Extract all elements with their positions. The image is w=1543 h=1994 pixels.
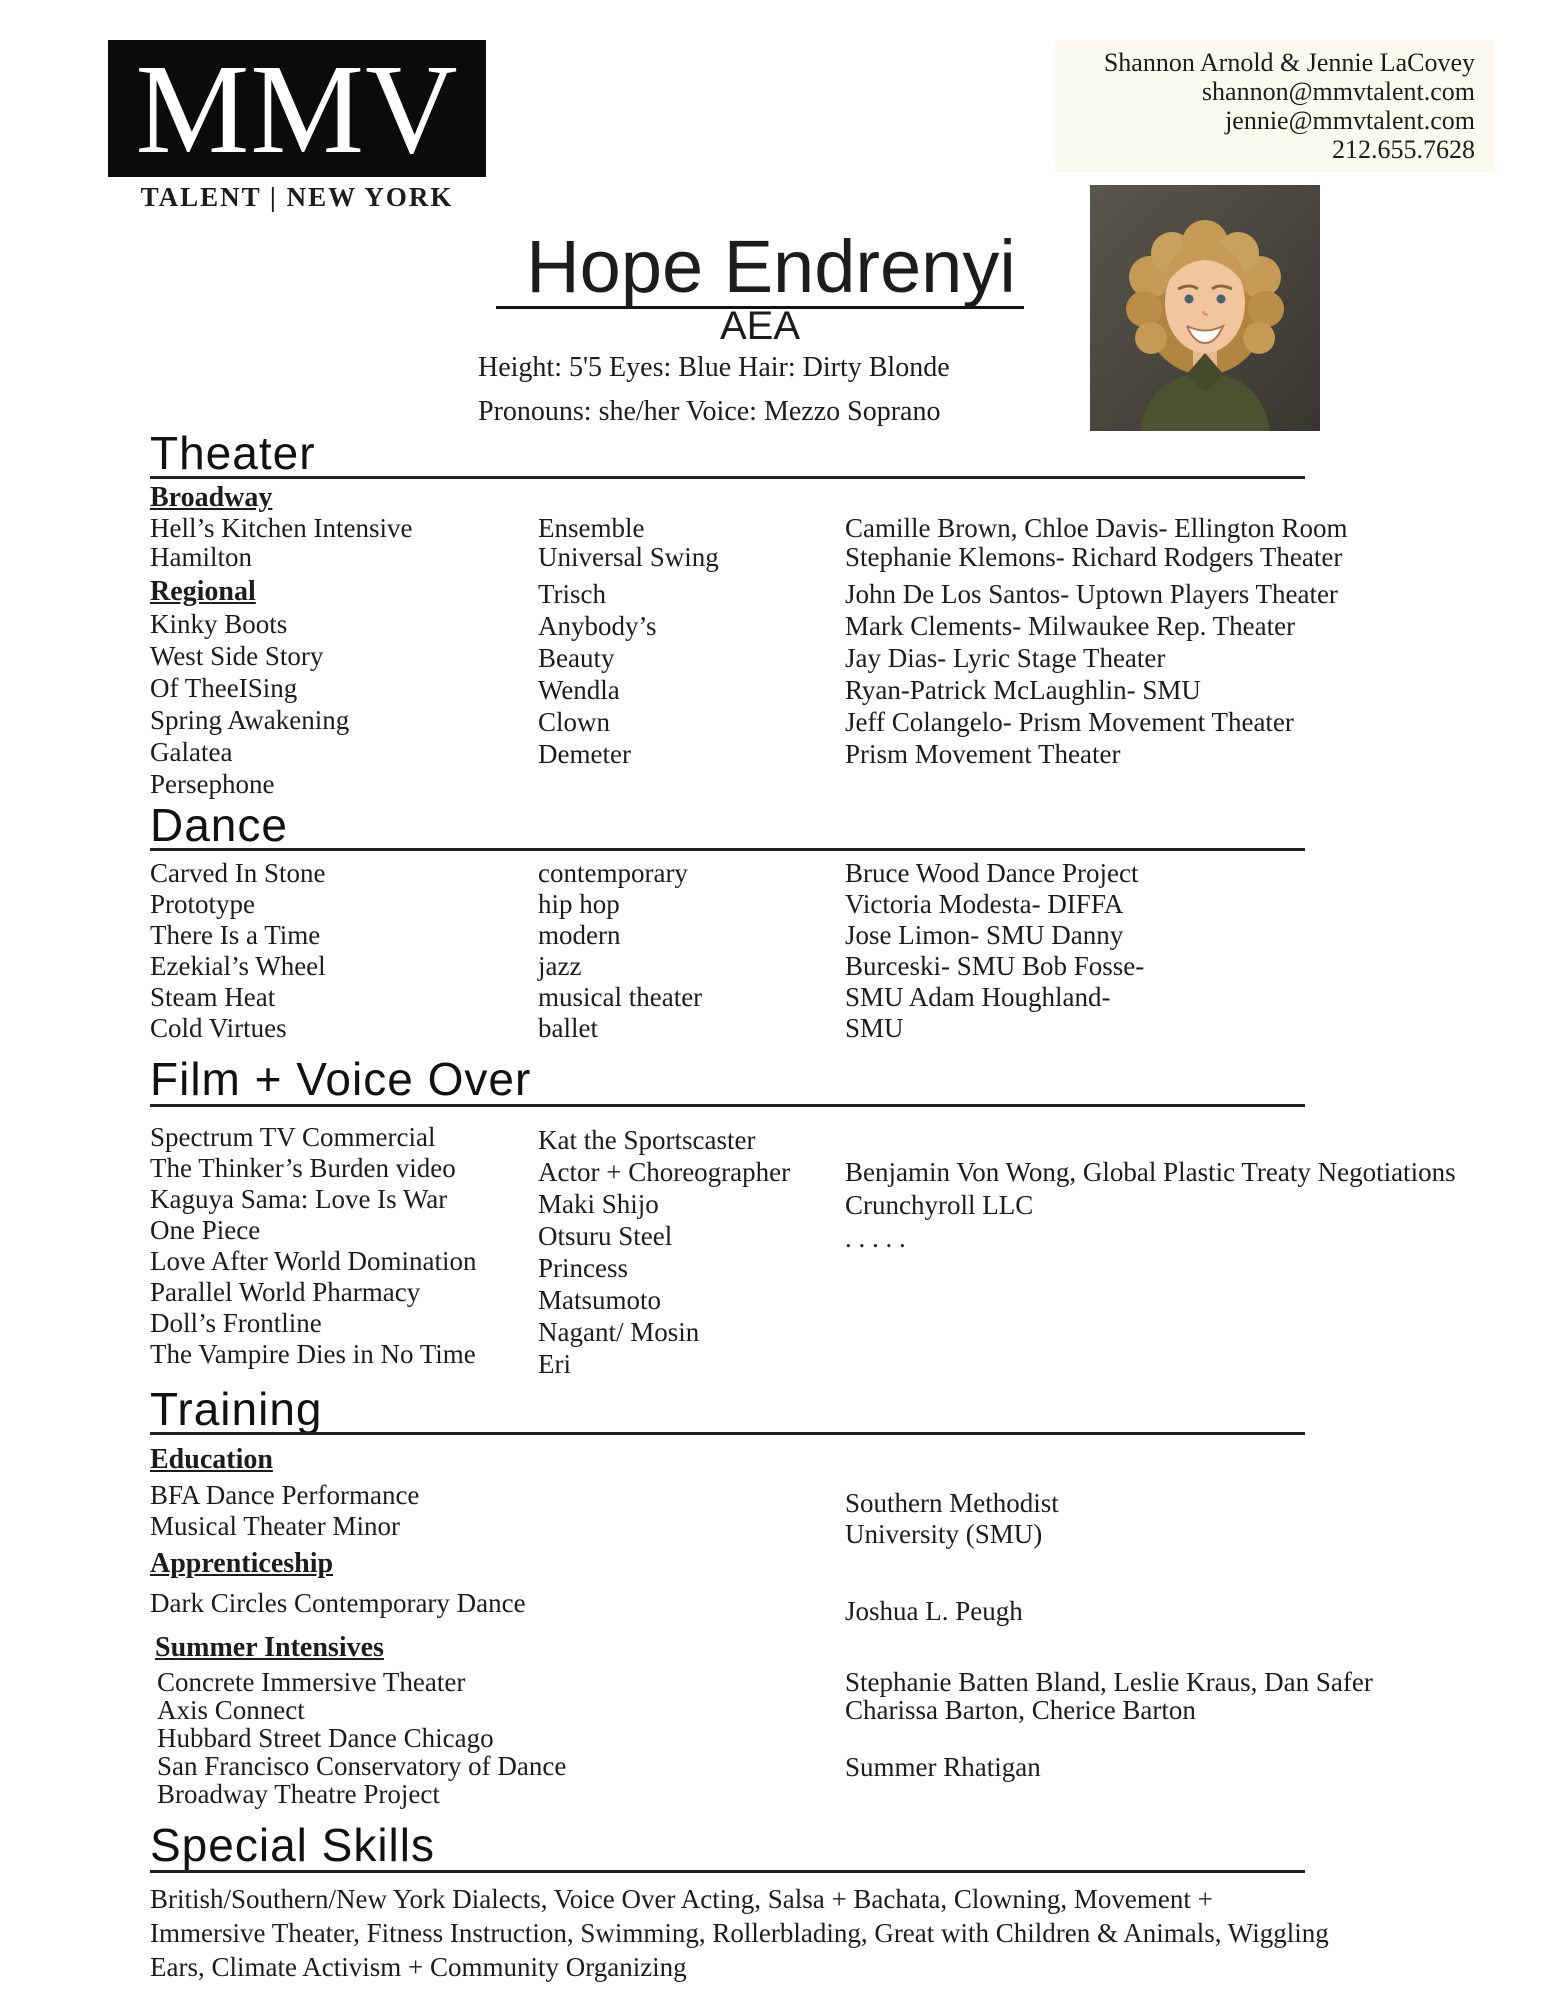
film-title: The Thinker’s Burden video — [150, 1153, 456, 1183]
credit-line: SMU Adam Houghland- — [845, 982, 1111, 1012]
education-items-column — [150, 1480, 419, 1542]
training-education-label: Education — [150, 1444, 273, 1475]
summer-item: Concrete Immersive Theater — [157, 1667, 466, 1697]
show-title: Kinky Boots — [150, 609, 288, 639]
film-title: The Vampire Dies in No Time — [150, 1339, 476, 1369]
dance-rule — [150, 848, 1305, 851]
broadway-credits-column — [845, 514, 1347, 572]
agency-tagline: TALENT | NEW YORK — [140, 182, 454, 212]
role-name: Anybody’s — [538, 611, 657, 641]
special-skills-text: British/Southern/New York Dialects, Voice Over Acting, Salsa + Bachata, Clowning, Movement + Immersive Theater, Fitness Instruction, Swimming, Rollerblading, Great with Children & Animals, Wiggling Ears, Climate Activism + Community Organizing — [150, 1884, 1329, 1982]
dance-style: hip hop — [538, 889, 620, 919]
apprenticeship-item: Dark Circles Contemporary Dance — [150, 1588, 526, 1618]
theater-rule — [150, 476, 1305, 479]
agent-names: Shannon Arnold & Jennie LaCovey — [1103, 48, 1475, 77]
film-role: Nagant/ Mosin — [538, 1317, 700, 1347]
role-name: Demeter — [538, 739, 631, 769]
summer-item: Axis Connect — [157, 1695, 305, 1725]
agency-logo — [108, 37, 486, 180]
union-affiliation: AEA — [719, 304, 801, 348]
film-roles-column — [538, 1124, 790, 1380]
broadway-roles-column — [538, 514, 719, 572]
film-credits-column — [845, 1156, 1456, 1255]
film-title: Kaguya Sama: Love Is War — [150, 1184, 448, 1214]
agency-logo-text: MMV — [135, 37, 459, 180]
film-role: Actor + Choreographer — [538, 1157, 791, 1187]
dance-piece: Carved In Stone — [150, 858, 326, 888]
apprenticeship-credit: Joshua L. Peugh — [845, 1596, 1023, 1626]
credit-line: . . . . . — [845, 1223, 906, 1253]
credit-line: Jeff Colangelo- Prism Movement Theater — [845, 707, 1294, 737]
section-title-film: Film + Voice Over — [150, 1053, 532, 1105]
credit-line: Benjamin Von Wong, Global Plastic Treaty Negotiations — [845, 1157, 1456, 1187]
summer-items-column — [157, 1668, 566, 1808]
show-title: West Side Story — [150, 641, 324, 671]
stats-line-1: Height: 5'5 Eyes: Blue Hair: Dirty Blonde — [478, 352, 950, 383]
dance-style: modern — [538, 920, 621, 950]
dance-piece: Steam Heat — [150, 982, 276, 1012]
education-credit-column — [845, 1488, 1059, 1550]
film-title: Parallel World Pharmacy — [150, 1277, 421, 1307]
credit-line: Crunchyroll LLC — [845, 1190, 1034, 1220]
film-title: One Piece — [150, 1215, 261, 1245]
training-apprenticeship-label: Apprenticeship — [150, 1548, 334, 1579]
summer-item: San Francisco Conservatory of Dance — [157, 1751, 567, 1781]
stats-line-2: Pronouns: she/her Voice: Mezzo Soprano — [478, 396, 941, 427]
dance-piece: Cold Virtues — [150, 1013, 287, 1043]
credit-line: University (SMU) — [845, 1519, 1043, 1549]
show-title: Of TheeISing — [150, 673, 298, 703]
dance-piece: There Is a Time — [150, 920, 321, 950]
dance-style: jazz — [538, 951, 582, 981]
dance-style: contemporary — [538, 858, 688, 888]
dance-styles-column — [538, 858, 702, 1044]
credit-line: Bruce Wood Dance Project — [845, 858, 1139, 888]
film-role: Kat the Sportscaster — [538, 1125, 756, 1155]
dance-piece: Prototype — [150, 889, 255, 919]
film-title: Spectrum TV Commercial — [150, 1122, 436, 1152]
performer-name: Hope Endrenyi — [496, 230, 1024, 309]
credit-line: Jay Dias- Lyric Stage Theater — [845, 643, 1166, 673]
credit-line: Stephanie Klemons- Richard Rodgers Theater — [845, 542, 1343, 572]
dance-style: musical theater — [538, 982, 703, 1012]
performer-stats — [478, 346, 950, 434]
film-title: Doll’s Frontline — [150, 1308, 322, 1338]
dance-credits-column — [845, 858, 1144, 1044]
section-title-special-skills: Special Skills — [150, 1819, 435, 1871]
summer-item: Hubbard Street Dance Chicago — [157, 1723, 494, 1753]
film-title: Love After World Domination — [150, 1246, 477, 1276]
film-role: Matsumoto — [538, 1285, 662, 1315]
credit-line: John De Los Santos- Uptown Players Theater — [845, 579, 1338, 609]
summer-credit-rhatigan: Summer Rhatigan — [845, 1752, 1041, 1782]
education-item: BFA Dance Performance — [150, 1480, 420, 1510]
credit-line: Mark Clements- Milwaukee Rep. Theater — [845, 611, 1296, 641]
film-role: Maki Shijo — [538, 1189, 659, 1219]
section-title-dance: Dance — [150, 799, 288, 851]
dance-pieces-column — [150, 858, 326, 1044]
role-name: Beauty — [538, 643, 615, 673]
theater-broadway-label: Broadway — [150, 482, 273, 513]
credit-line: Stephanie Batten Bland, Leslie Kraus, Dan Safer — [845, 1667, 1373, 1697]
section-title-theater: Theater — [150, 427, 316, 479]
training-rule — [150, 1432, 1305, 1435]
name-heading-wrap — [350, 225, 1170, 309]
dance-style: ballet — [538, 1013, 598, 1043]
show-title: Persephone — [150, 769, 275, 799]
role-name: Ensemble — [538, 513, 645, 543]
regional-roles-column — [538, 578, 657, 770]
credit-line: Southern Methodist — [845, 1488, 1059, 1518]
film-titles-column — [150, 1122, 477, 1370]
film-role: Eri — [538, 1349, 571, 1379]
credit-line: Ryan-Patrick McLaughlin- SMU — [845, 675, 1201, 705]
training-summer-label: Summer Intensives — [155, 1632, 384, 1663]
show-title: Spring Awakening — [150, 705, 350, 735]
show-title: Hell’s Kitchen Intensive — [150, 513, 413, 543]
agency-contact-block — [1055, 40, 1495, 172]
credit-line: Charissa Barton, Cherice Barton — [845, 1695, 1196, 1725]
summer-item: Broadway Theatre Project — [157, 1779, 440, 1809]
role-name: Universal Swing — [538, 542, 719, 572]
role-name: Wendla — [538, 675, 620, 705]
regional-shows-column — [150, 608, 349, 800]
special-skills-rule — [150, 1870, 1305, 1873]
role-name: Trisch — [538, 579, 607, 609]
credit-line: Camille Brown, Chloe Davis- Ellington Room — [845, 513, 1348, 543]
credit-line: Victoria Modesta- DIFFA — [845, 889, 1124, 919]
film-rule — [150, 1104, 1305, 1107]
summer-credits-column — [845, 1668, 1373, 1724]
regional-credits-column — [845, 578, 1338, 770]
film-role: Otsuru Steel — [538, 1221, 673, 1251]
film-role: Princess — [538, 1253, 628, 1283]
dance-piece: Ezekial’s Wheel — [150, 951, 326, 981]
theater-regional-label: Regional — [150, 576, 256, 607]
broadway-shows-column — [150, 514, 412, 572]
section-title-training: Training — [150, 1383, 323, 1435]
show-title: Hamilton — [150, 542, 252, 572]
role-name: Clown — [538, 707, 611, 737]
agent-email-1: shannon@mmvtalent.com — [1201, 77, 1475, 106]
agency-phone: 212.655.7628 — [1332, 135, 1475, 164]
education-item: Musical Theater Minor — [150, 1511, 400, 1541]
credit-line: Burceski- SMU Bob Fosse- — [845, 951, 1145, 981]
credit-line: Prism Movement Theater — [845, 739, 1121, 769]
credit-line: SMU — [845, 1013, 904, 1043]
show-title: Galatea — [150, 737, 233, 767]
agent-email-2: jennie@mmvtalent.com — [1225, 106, 1475, 135]
credit-line: Jose Limon- SMU Danny — [845, 920, 1124, 950]
